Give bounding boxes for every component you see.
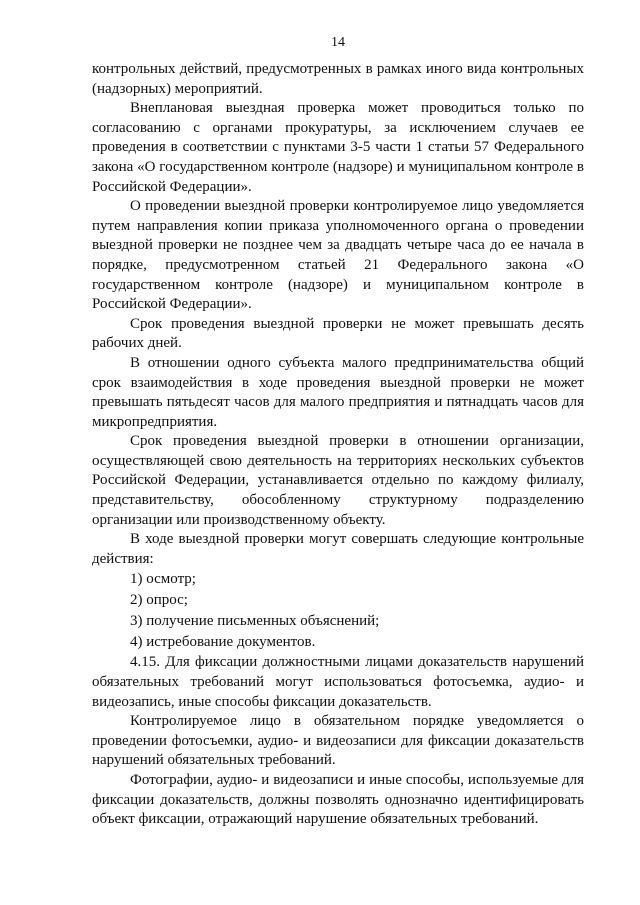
- list-item: 3) получение письменных объяснений;: [130, 613, 380, 630]
- list-item: 2) опрос;: [130, 592, 188, 609]
- paragraph-control-actions: В ходе выездной проверки могут совершать следующие контрольные действия:: [92, 531, 584, 567]
- paragraph-duration: Срок проведения выездной проверки не может превышать десять рабочих дней.: [92, 315, 584, 352]
- paragraph-4-15: 4.15. Для фиксации должностными лицами доказательств нарушений обязательных требований могут использоваться фотосъемка, аудио- и видеозапись, иные способы фиксации доказательств.: [92, 654, 584, 710]
- list-item: 1) осмотр;: [130, 571, 196, 588]
- paragraph-continuation: контрольных действий, предусмотренных в рамках иного вида контрольных (надзорных) мероприятий.: [92, 61, 584, 97]
- paragraph-notification: О проведении выездной проверки контролируемое лицо уведомляется путем направления копии приказа уполномоченного органа о проведении выездной проверки не позднее чем за двадцать четыре часа до ее начала в порядке, предусмотренном статьей 21 Федерального закона «О государственном контроле (надзоре) и муниципальном контроле в Российской Федерации».: [92, 198, 584, 313]
- paragraph-multiple-regions: Срок проведения выездной проверки в отношении организации, осуществляющей свою деятельность на территориях нескольких субъектов Российской Федерации, устанавливается отдельно по каждому филиалу, представительству, обособленному структурному подразделению организации или производственному объекту.: [92, 433, 584, 528]
- paragraph-evidence-identification: Фотографии, аудио- и видеозаписи и иные способы, используемые для фиксации доказательств, должны позволять однозначно идентифицировать объект фиксации, отражающий нарушение обязательных требований.: [92, 772, 584, 828]
- list-item: 4) истребование документов.: [130, 634, 316, 651]
- page-number: 14: [331, 35, 345, 50]
- document-page: [92, 34, 584, 830]
- paragraph-unscheduled-inspection: Внеплановая выездная проверка может проводиться только по согласованию с органами прокуратуры, за исключением случаев ее проведения в соответствии с пунктами 3-5 части 1 статьи 57 Федерального закона «О государственном контроле (надзоре) и муниципальном контроле в Российской Федерации».: [92, 100, 584, 195]
- paragraph-small-business: В отношении одного субъекта малого предпринимательства общий срок взаимодействия в ходе проведения выездной проверки не может превышать пятьдесят часов для малого предприятия и пятнадцать часов для микропредприятия.: [92, 354, 584, 430]
- paragraph-notification-recording: Контролируемое лицо в обязательном порядке уведомляется о проведении фотосъемки, аудио- и видеозаписи для фиксации доказательств нарушений обязательных требований.: [92, 713, 584, 769]
